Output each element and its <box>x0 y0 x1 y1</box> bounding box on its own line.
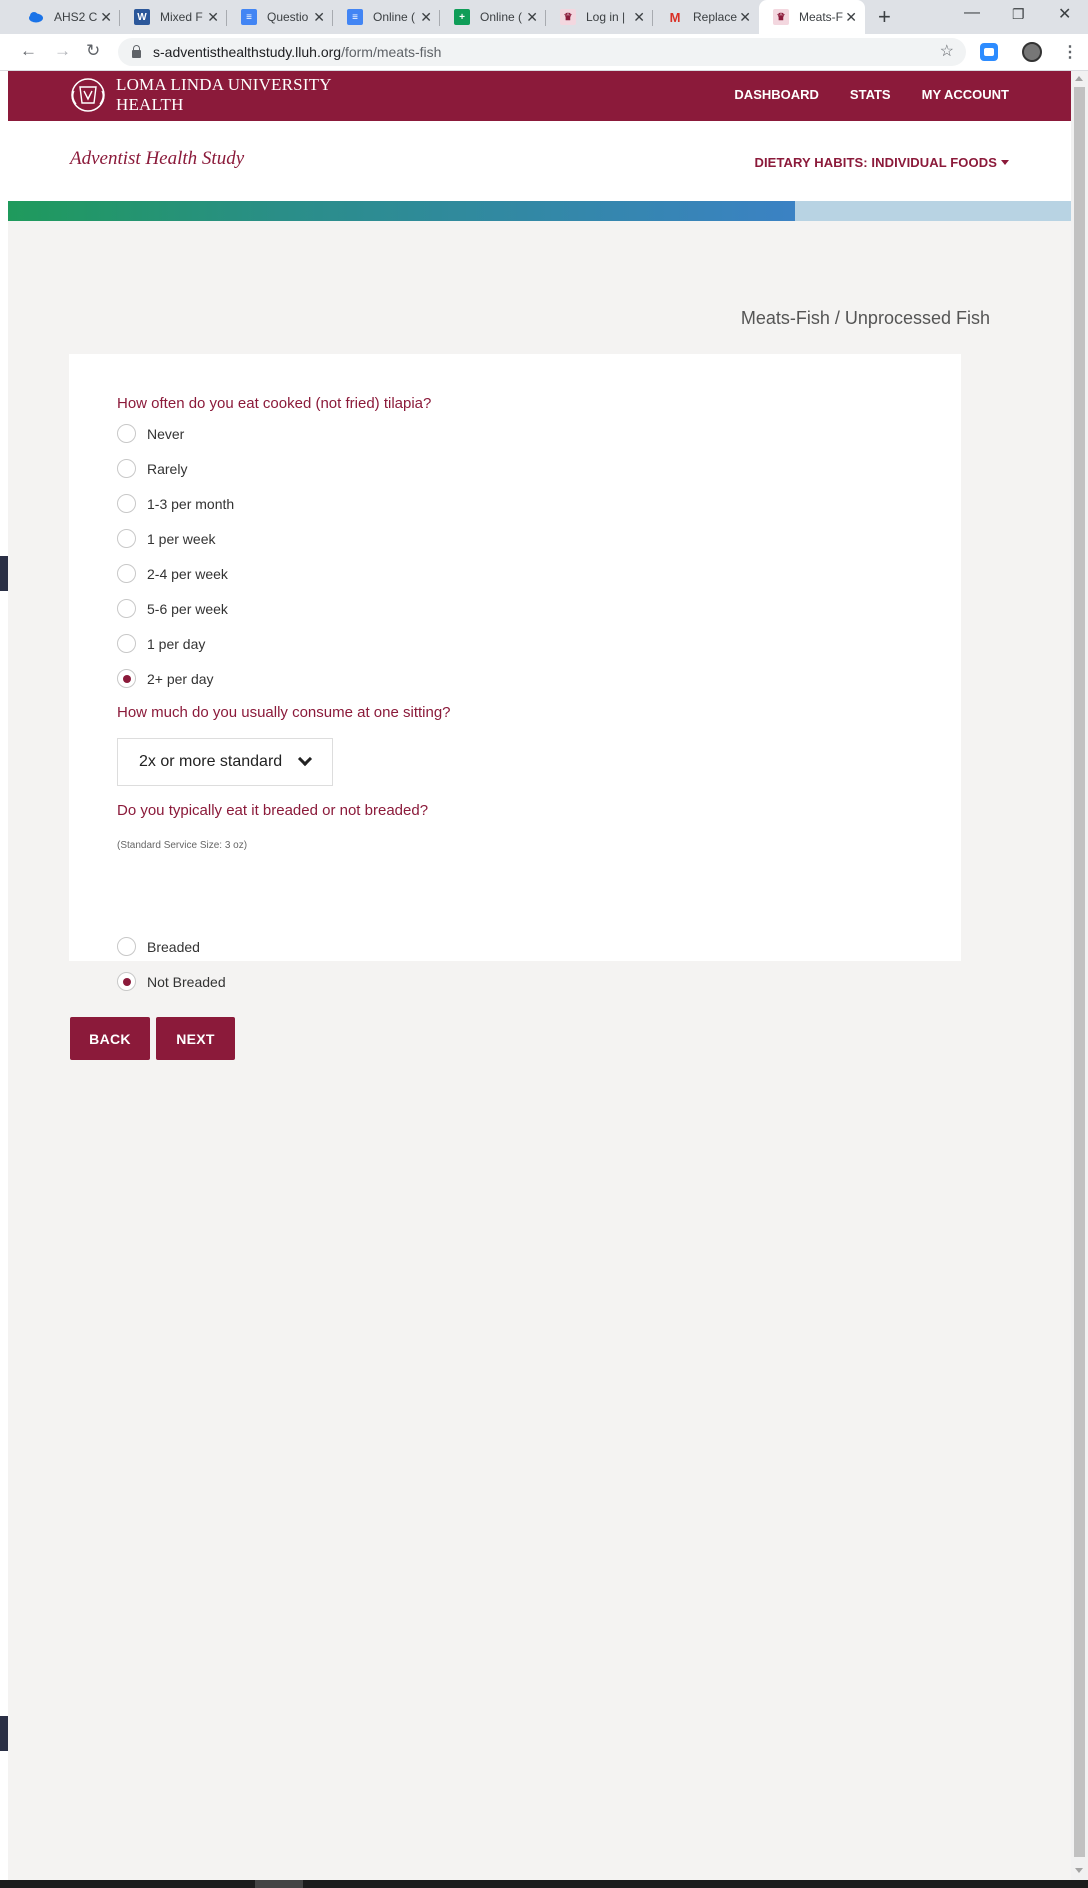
os-taskbar <box>0 1880 1088 1888</box>
radio-option[interactable] <box>117 634 205 653</box>
portion-select[interactable]: 2x or more standard <box>117 738 333 786</box>
close-icon[interactable]: ✕ <box>207 9 219 25</box>
close-icon[interactable]: ✕ <box>739 9 751 25</box>
radio-option[interactable] <box>117 972 226 991</box>
scroll-down-arrow[interactable] <box>1075 1868 1083 1873</box>
close-window-icon[interactable]: ✕ <box>1058 6 1072 23</box>
close-icon[interactable]: ✕ <box>526 9 538 25</box>
scrollbar-thumb[interactable] <box>1074 87 1085 1857</box>
question-card <box>69 354 961 990</box>
radio-option[interactable] <box>117 459 187 478</box>
radio-label: 1-3 per month <box>147 495 235 512</box>
google-sheets-add-icon: + <box>454 9 470 25</box>
nav-stats[interactable]: STATS <box>849 87 891 102</box>
serving-size-note: (Standard Service Size: 3 oz) <box>117 840 248 851</box>
browser-tab[interactable]: M Replace ✕ <box>653 0 759 34</box>
study-title[interactable]: Adventist Health Study <box>70 148 245 169</box>
page-viewport <box>8 71 1071 1880</box>
caret-down-icon <box>1001 160 1009 165</box>
new-tab-button[interactable]: + <box>878 4 891 29</box>
question-portion: How much do you usually consume at one sitting? <box>117 704 451 721</box>
google-docs-icon: ≡ <box>347 9 363 25</box>
address-bar[interactable] <box>118 38 966 66</box>
back-button[interactable]: BACK <box>70 1017 150 1060</box>
radio-label: 5-6 per week <box>147 600 228 617</box>
profile-avatar[interactable] <box>1022 42 1042 62</box>
radio-button[interactable] <box>117 564 136 583</box>
gmail-icon: M <box>669 9 681 25</box>
radio-button[interactable] <box>117 599 136 618</box>
radio-label: 1 per day <box>147 635 206 652</box>
question-breaded: Do you typically eat it breaded or not breaded? <box>117 802 429 819</box>
browser-tab[interactable]: W Mixed F ✕ <box>120 0 227 34</box>
onedrive-icon <box>28 9 44 25</box>
back-arrow-icon[interactable]: ← <box>20 41 37 60</box>
site-header <box>8 71 1071 121</box>
close-icon[interactable]: ✕ <box>100 9 112 25</box>
nav-my-account[interactable]: MY ACCOUNT <box>921 87 1009 102</box>
left-window-edge <box>0 71 8 1880</box>
radio-label: Rarely <box>147 460 188 477</box>
browser-toolbar <box>0 34 1088 71</box>
radio-option[interactable] <box>117 424 184 443</box>
radio-label: 1 per week <box>147 530 216 547</box>
radio-option[interactable] <box>117 564 228 583</box>
lock-icon <box>132 50 141 58</box>
page-scrollbar[interactable] <box>1071 71 1088 1880</box>
close-icon[interactable]: ✕ <box>313 9 325 25</box>
word-icon: W <box>134 9 150 25</box>
close-icon[interactable]: ✕ <box>633 9 645 25</box>
browser-tab-active[interactable]: ♛ Meats-F ✕ <box>759 0 865 34</box>
minimize-icon[interactable]: — <box>964 4 980 21</box>
section-dropdown[interactable]: DIETARY HABITS: INDIVIDUAL FOODS <box>754 155 1009 170</box>
radio-button[interactable] <box>117 459 136 478</box>
radio-label: Breaded <box>147 938 200 955</box>
menu-kebab-icon[interactable]: ⋮ <box>1062 44 1078 61</box>
url-host: s-adventisthealthstudy.lluh.org <box>153 44 342 60</box>
url-path: /form/meats-fish <box>341 44 442 60</box>
browser-tab[interactable]: ≡ Online ( ✕ <box>333 0 440 34</box>
restore-icon[interactable]: ❐ <box>1012 6 1025 22</box>
radio-button[interactable] <box>117 669 136 688</box>
browser-tab[interactable]: ≡ Questio ✕ <box>227 0 333 34</box>
radio-label: Never <box>147 425 185 442</box>
radio-option[interactable] <box>117 529 215 548</box>
forward-arrow-icon[interactable]: → <box>54 41 71 60</box>
llu-seal-icon <box>68 77 108 113</box>
radio-button[interactable] <box>117 634 136 653</box>
radio-button[interactable] <box>117 424 136 443</box>
radio-label: 2-4 per week <box>147 565 228 582</box>
google-docs-icon: ≡ <box>241 9 257 25</box>
breadcrumb: Meats-Fish / Unprocessed Fish <box>740 308 990 328</box>
nav-dashboard[interactable]: DASHBOARD <box>734 87 819 102</box>
close-icon[interactable]: ✕ <box>845 9 857 25</box>
radio-option[interactable] <box>117 669 214 688</box>
bookmark-star-icon[interactable]: ☆ <box>939 43 954 60</box>
radio-button[interactable] <box>117 529 136 548</box>
question-frequency: How often do you eat cooked (not fried) tilapia? <box>117 395 432 412</box>
progress-bar-fill <box>8 201 795 221</box>
browser-tab[interactable]: ♛ Log in | ✕ <box>546 0 653 34</box>
browser-tab[interactable]: AHS2 C ✕ <box>14 0 120 34</box>
llu-seal-icon: ♛ <box>773 9 789 25</box>
browser-tab-strip <box>0 0 1088 34</box>
zoom-extension-icon[interactable] <box>980 43 998 61</box>
site-logo-text[interactable]: LOMA LINDA UNIVERSITY HEALTH <box>116 75 332 114</box>
next-button[interactable]: NEXT <box>156 1017 235 1060</box>
browser-tab[interactable]: + Online ( ✕ <box>440 0 546 34</box>
study-header <box>8 121 1071 201</box>
progress-bar <box>8 201 1071 221</box>
close-icon[interactable]: ✕ <box>420 9 432 25</box>
reload-icon[interactable]: ↻ <box>86 41 101 60</box>
scroll-up-arrow[interactable] <box>1075 76 1083 81</box>
radio-button[interactable] <box>117 972 136 991</box>
radio-label: Not Breaded <box>147 973 226 990</box>
chevron-down-icon <box>298 752 312 766</box>
radio-button[interactable] <box>117 937 136 956</box>
top-navigation <box>734 87 1009 102</box>
llu-seal-icon: ♛ <box>560 9 576 25</box>
radio-option[interactable] <box>117 599 228 618</box>
radio-option[interactable] <box>117 494 234 513</box>
radio-button[interactable] <box>117 494 136 513</box>
radio-label: 2+ per day <box>147 670 214 687</box>
radio-option[interactable] <box>117 937 200 956</box>
